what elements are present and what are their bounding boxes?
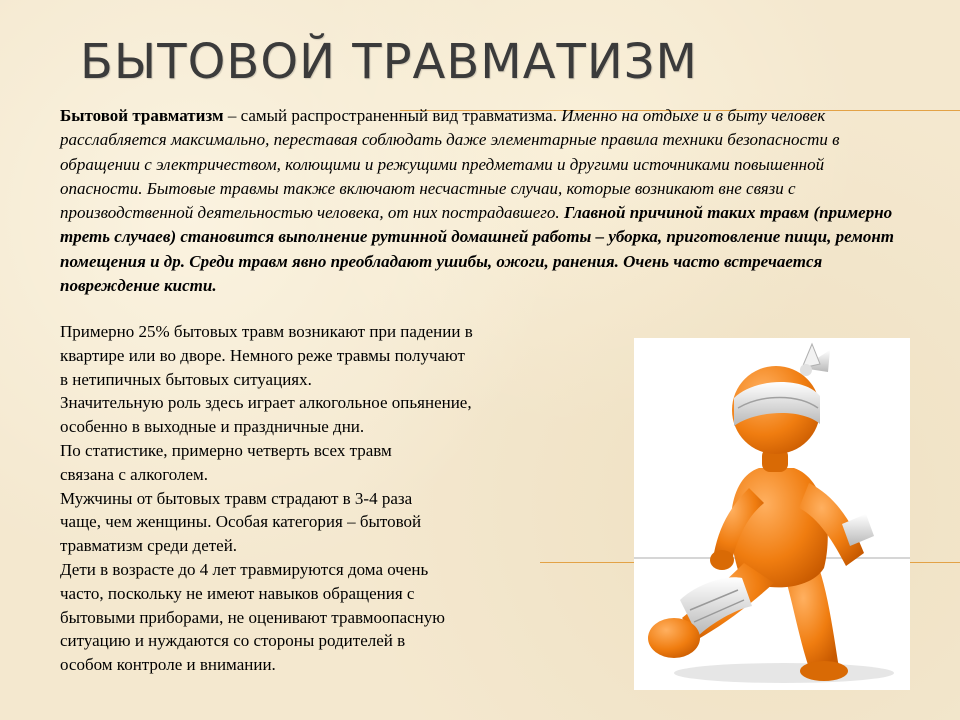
intro-paragraph [60, 104, 900, 298]
body-line: особенно в выходные и праздничные дни. [60, 417, 365, 437]
intro-italic-text: Именно на отдыхе и в быту человек расслабляется максимально, переставая соблюдать даже элементарные правила техники безопасности в обращении с электричеством, колющими и режущими предметами и другими источниками повышенной опасности. Бытовые травмы также включают несчастные случаи, которые возникают вне связи с производственной деятельностью человека, от них пострадавшего. [60, 106, 840, 223]
intro-bold-italic-text: Главной причиной таких травм (примерно треть случаев) становится выполнение рутинной домашней работы – уборка, приготовление пищи, ремонт помещения и др. Среди травм явно преобладают ушибы, ожоги, ранения. Очень часто встречается повреждение кисти. [60, 203, 895, 296]
body-line: часто, поскольку не имеют навыков обращения с [60, 583, 415, 603]
body-line: в нетипичных бытовых ситуациях. [60, 369, 312, 389]
body-line: квартире или во дворе. Немного реже травмы получают [60, 345, 465, 365]
body-line: Примерно 25% бытовых травм возникают при падении в [60, 322, 473, 341]
body-line: ситуацию и нуждаются со стороны родителей в [60, 631, 406, 651]
intro-lead-term: Бытовой травматизм [60, 106, 224, 125]
intro-lead-definition: – самый распространенный вид травматизма. [223, 106, 557, 125]
body-text [60, 320, 620, 677]
body-line: По статистике, примерно четверть всех травм [60, 440, 392, 460]
body-line: Дети в возрасте до 4 лет травмируются дома очень [60, 559, 429, 579]
body-line: связана с алкоголем. [60, 464, 209, 484]
body-line: особом контроле и внимании. [60, 655, 276, 675]
injured-person-figure [634, 338, 910, 690]
slide-title: БЫТОВОЙ ТРАВМАТИЗМ [80, 34, 698, 90]
injured-person-icon [634, 338, 910, 690]
body-line: чаще, чем женщины. Особая категория – бытовой [60, 512, 422, 532]
body-line: Значительную роль здесь играет алкогольное опьянение, [60, 393, 472, 413]
body-line: травматизм среди детей. [60, 536, 238, 556]
body-line: Мужчины от бытовых травм страдают в 3-4 раза [60, 488, 413, 508]
body-line: бытовыми приборами, не оценивают травмоопасную [60, 607, 445, 627]
